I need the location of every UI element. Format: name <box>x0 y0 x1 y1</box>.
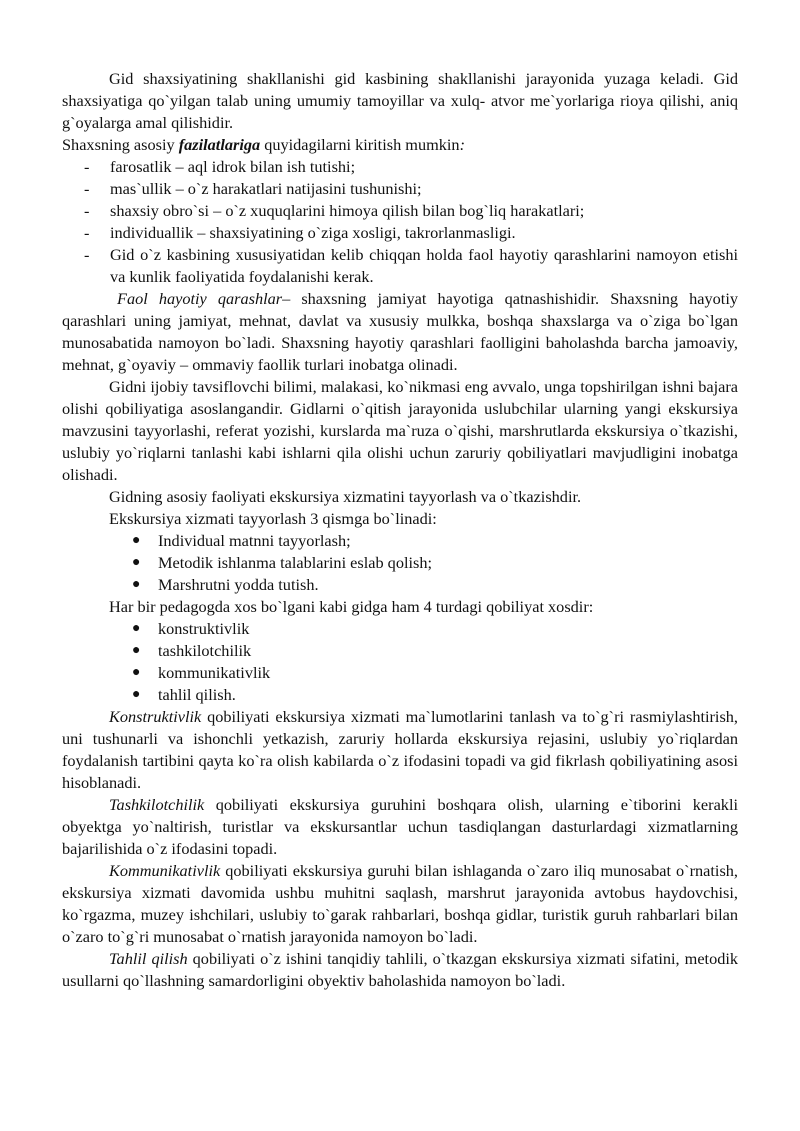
bullet-marker: ● <box>132 577 141 592</box>
list-item-text: Individual matnni tayyorlash; <box>158 531 351 550</box>
paragraph-communicative <box>62 860 738 948</box>
paragraph-qualities-intro <box>62 134 738 156</box>
constructive-term: Konstruktivlik <box>109 707 202 726</box>
list-item <box>62 178 738 200</box>
paragraph-analysis <box>62 948 738 992</box>
list-item <box>62 552 738 574</box>
abilities-list <box>62 618 738 706</box>
active-views-term: Faol hayotiy qarashlar <box>117 289 283 308</box>
bullet-marker: ● <box>132 665 141 680</box>
list-item-text: individuallik – shaxsiyatining o`ziga xosligi, takrorlanmasligi. <box>110 223 516 242</box>
list-item-text: Metodik ishlanma talablarini eslab qolish; <box>158 553 433 572</box>
list-item <box>62 574 738 596</box>
list-item <box>62 618 738 640</box>
bullet-marker: ● <box>132 687 141 702</box>
list-item-text: kommunikativlik <box>158 663 271 682</box>
bullet-marker: ● <box>132 621 141 636</box>
organizational-text: qobiliyati ekskursiya guruhini boshqara olish, ularning e`tiborini kerakli obyektga yo`naltirish, turistlar va ekskursantlar uchun tasdiqlangan dasturlardagi xizmatlarning bajarilishida o`z ifodasini topadi. <box>62 795 738 858</box>
list-item-text: shaxsiy obro`si – o`z xuquqlarini himoya qilish bilan bog`liq harakatlari; <box>110 201 585 220</box>
analysis-text: qobiliyati o`z ishini tanqidiy tahlili, o`tkazgan ekskursiya xizmati sifatini, metodik usullarni qo`llashning samardorligini obyektiv baholashida namoyon bo`ladi. <box>62 949 739 990</box>
stages-list <box>62 530 738 596</box>
active-views-text: – shaxsning jamiyat hayotiga qatnashishidir. Shaxsning hayotiy qarashlari uning jamiyat, mehnat, davlat va xususiy mulkka, boshqa shaxslarga va o`ziga bo`lgan munosabatida namoyon bo`ladi. Shaxsning hayotiy qarashlari faolligini baholashda barcha jamoaviy, mehnat, g`oyaviy – ommaviy faollik turlari inobatga olinadi. <box>62 289 738 374</box>
qualities-list <box>62 156 738 288</box>
bullet-marker: ● <box>132 643 141 658</box>
paragraph-main-activity: Gidning asosiy faoliyati ekskursiya xizmatini tayyorlash va o`tkazishdir. <box>109 487 582 506</box>
list-item-text: tahlil qilish. <box>158 685 236 704</box>
qualities-intro-text: Shaxsning asosiy <box>62 135 179 154</box>
qualities-emphasis: fazilatlariga <box>178 135 261 154</box>
paragraph-active-views <box>62 288 738 376</box>
list-item-text: mas`ullik – o`z harakatlari natijasini tushunishi; <box>110 179 422 198</box>
bullet-marker: ● <box>132 533 141 548</box>
list-item-text: farosatlik – aql idrok bilan ish tutishi; <box>110 157 356 176</box>
list-item-text: Marshrutni yodda tutish. <box>158 575 319 594</box>
organizational-term: Tashkilotchilik <box>109 795 205 814</box>
list-item <box>62 244 738 288</box>
dash-marker: - <box>84 157 90 176</box>
list-item <box>62 222 738 244</box>
paragraph-stages-intro: Ekskursiya xizmati tayyorlash 3 qismga bo`linadi: <box>109 509 437 528</box>
list-item <box>62 530 738 552</box>
dash-marker: - <box>84 223 90 242</box>
qualities-intro-tail: quyidagilarni kiritish mumkin <box>260 135 460 154</box>
constructive-text: qobiliyati ekskursiya xizmati ma`lumotlarini tanlash va to`g`ri rasmiylashtirish, uni tushunarli va ishonchli yetkazish, zaruriy hollarda ekskursiya rejasini, uslubiy yo`riqlardan foydalanish tartibini qayta ko`ra olish kabilarda o`z ifodasini topadi va gid fikrlash qobiliyatining asosi hisoblanadi. <box>62 707 738 792</box>
list-item-text: konstruktivlik <box>158 619 250 638</box>
paragraph-guide-personality: Gid shaxsiyatining shakllanishi gid kasbining shakllanishi jarayonida yuzaga keladi. Gid shaxsiyatiga qo`yilgan talab uning umumiy tamoyillar va xulq- atvor me`yorlariga rioya qilishi, aniq g`oyalarga amal qilishidir. <box>62 69 738 132</box>
dash-marker: - <box>84 245 90 264</box>
bullet-marker: ● <box>132 555 141 570</box>
list-item <box>62 640 738 662</box>
analysis-term: Tahlil qilish <box>109 949 188 968</box>
communicative-term: Kommunikativlik <box>109 861 221 880</box>
list-item <box>62 684 738 706</box>
qualities-colon: : <box>459 135 465 154</box>
list-item-text: tashkilotchilik <box>158 641 252 660</box>
dash-marker: - <box>84 179 90 198</box>
list-item <box>62 200 738 222</box>
paragraph-constructive <box>62 706 738 794</box>
paragraph-organizational <box>62 794 738 860</box>
paragraph-guide-skills: Gidni ijobiy tavsiflovchi bilimi, malakasi, ko`nikmasi eng avvalo, unga topshirilgan ishni bajara olishi qobiliyatiga asoslangandir. Gidlarni o`qitish jarayonida uslubchilar ularning yangi ekskursiya mavzusini tayyorlashi, referat yozishi, kurslarda ma`ruza o`qishi, marshrutlarda ekskursiya o`tkazishi, uslubiy yo`riqlarni tanlashi kabi ishlarni qila olishi uchun zaruriy qobiliyatlari mavjudligini inobatga olishadi. <box>62 377 738 484</box>
dash-marker: - <box>84 201 90 220</box>
list-item-text: Gid o`z kasbining xususiyatidan kelib chiqqan holda faol hayotiy qarashlarini namoyon etishi va kunlik faoliyatida foydalanishi kerak. <box>110 245 738 286</box>
list-item <box>62 662 738 684</box>
paragraph-abilities-intro: Har bir pedagogda xos bo`lgani kabi gidga ham 4 turdagi qobiliyat xosdir: <box>109 597 594 616</box>
list-item <box>62 156 738 178</box>
communicative-text: qobiliyati ekskursiya guruhi bilan ishlaganda o`zaro iliq munosabat o`rnatish, ekskursiya xizmati davomida ushbu muhitni saqlash, marshrut jarayonida avtobus haydovchisi, ko`rgazma, muzey ishchilari, uslubiy to`garak rahbarlari, boshqa gidlar, turistik guruh rahbarlari bilan o`zaro to`g`ri munosabat o`rnatish jarayonida namoyon bo`ladi. <box>62 861 738 946</box>
